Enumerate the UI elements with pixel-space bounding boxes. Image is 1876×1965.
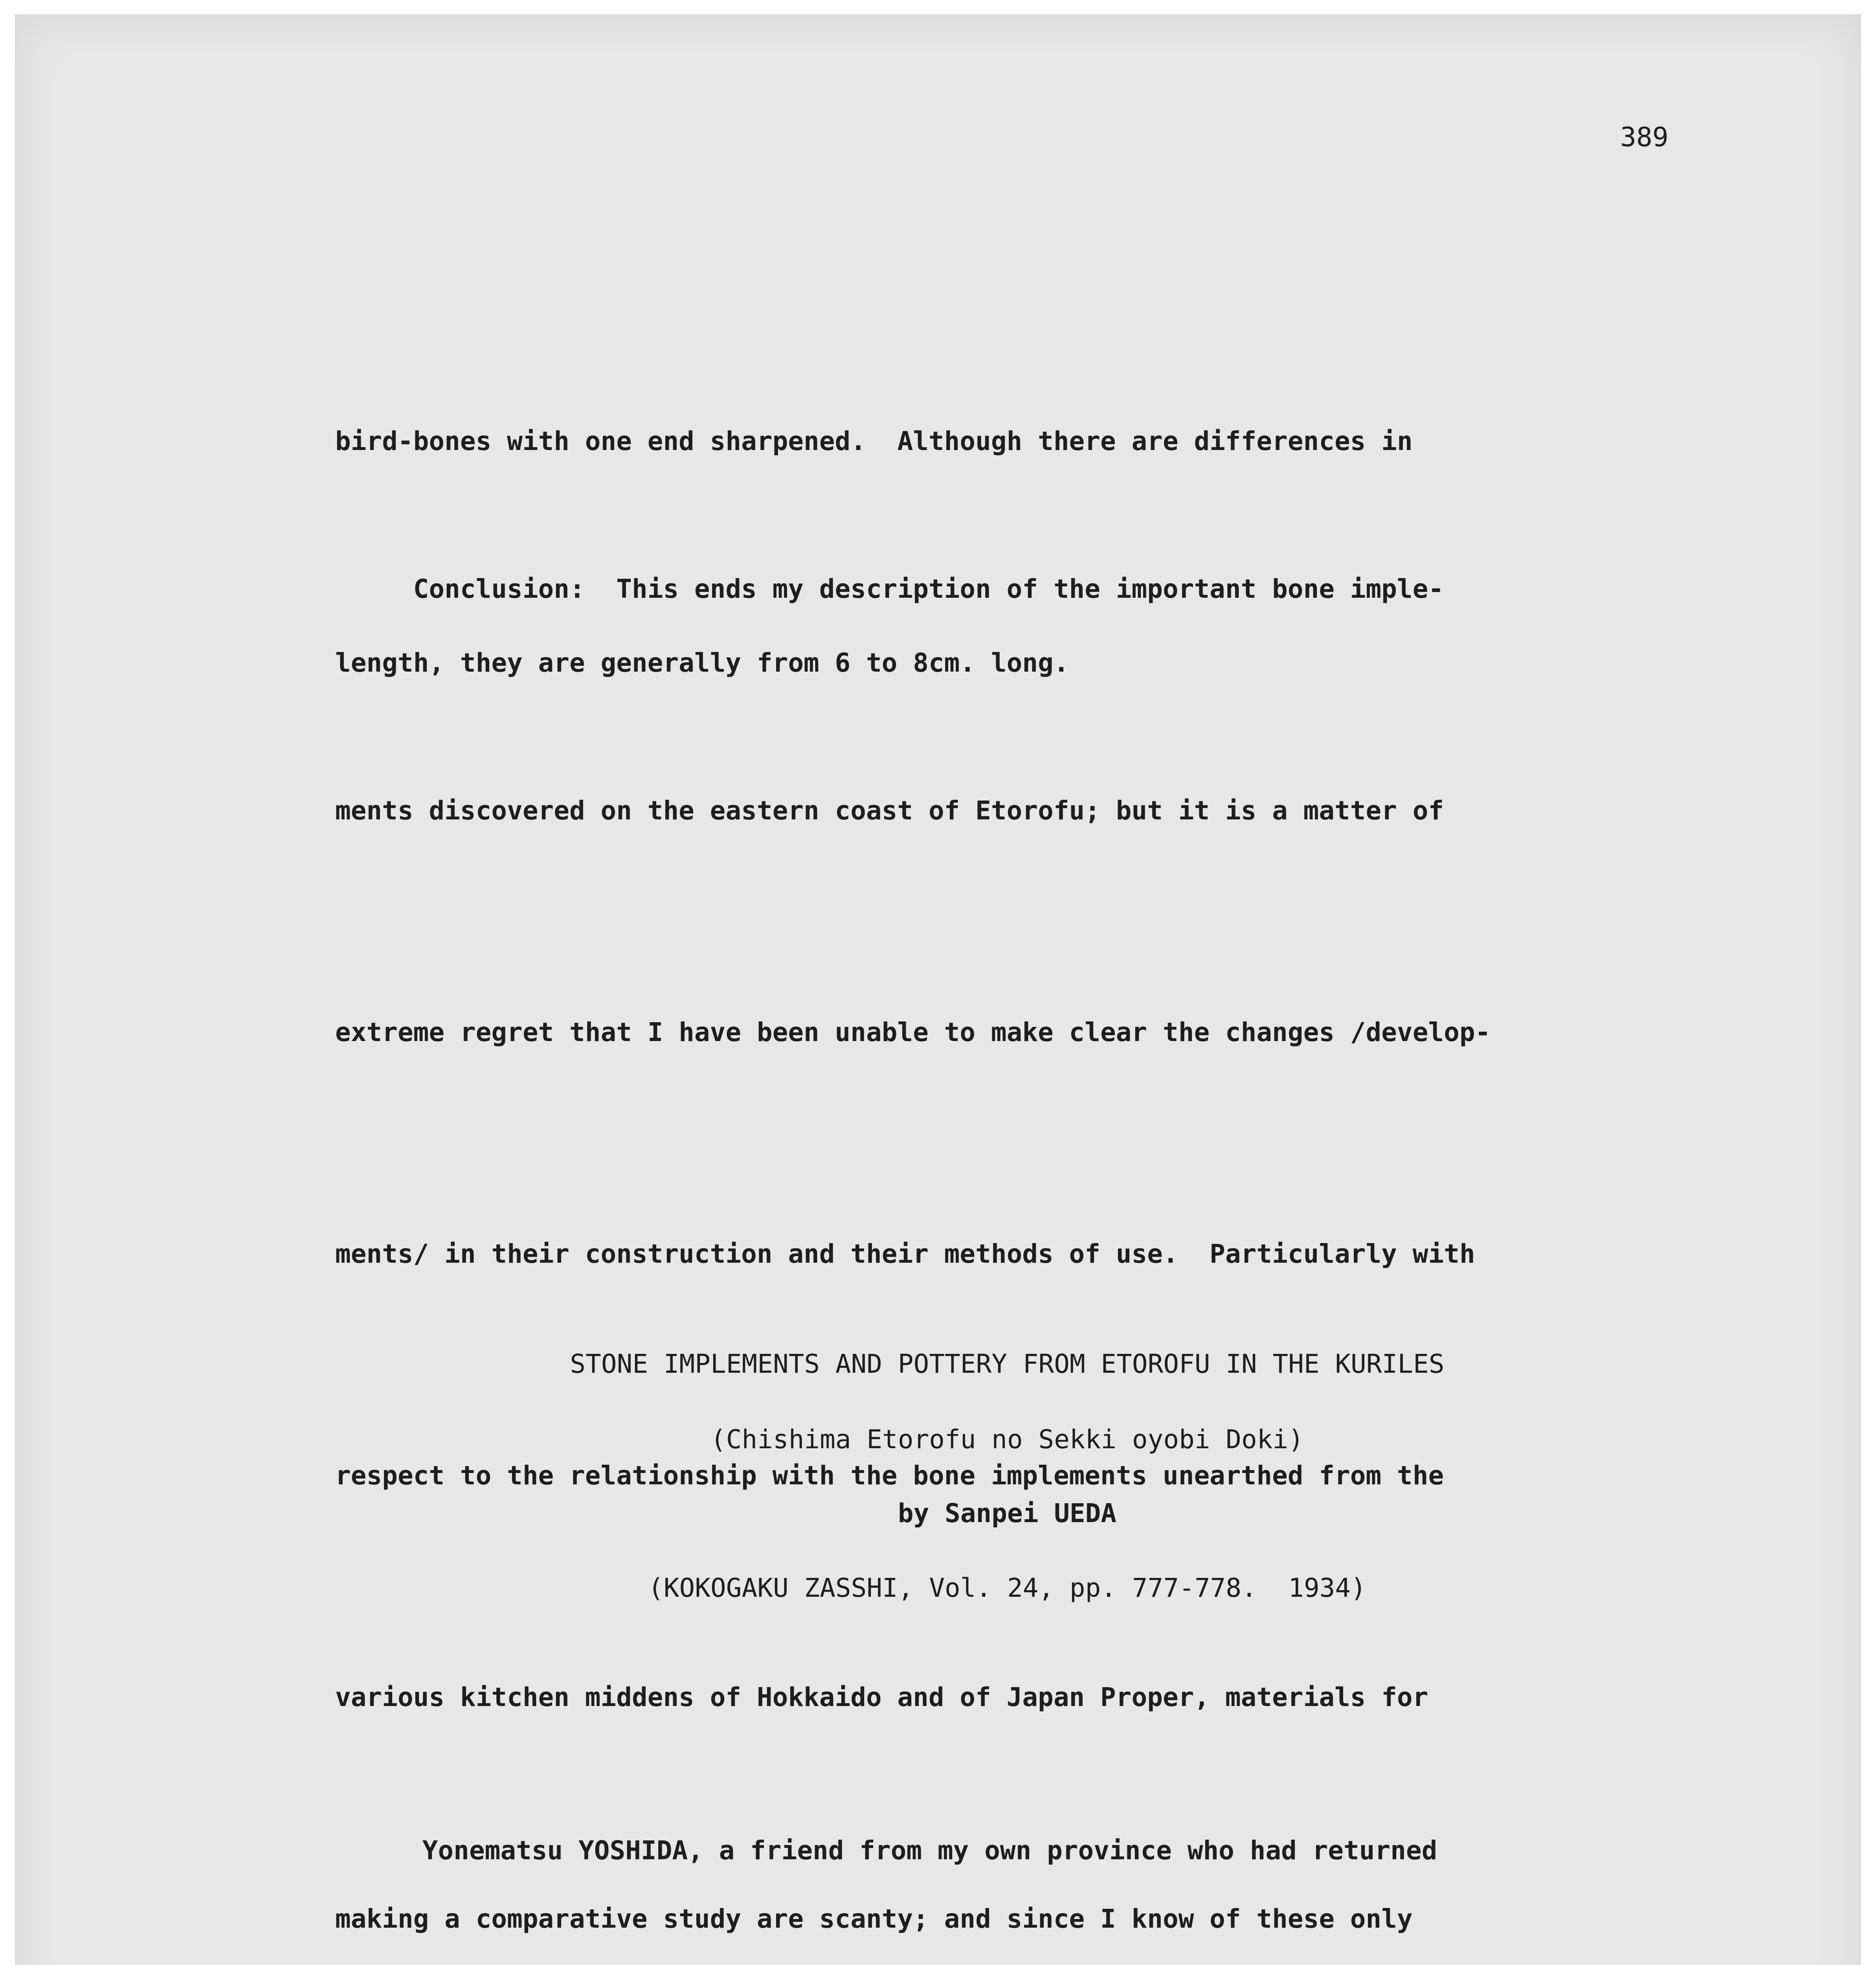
paragraph-yoshida	[344, 1666, 1484, 1965]
text-line: bird-bones with one end sharpened. Although there are differences in	[335, 426, 1413, 456]
text-line: making a comparative study are scanty; and since I know of these only	[335, 1904, 1413, 1934]
text-line: Yonematsu YOSHIDA, a friend from my own province who had returned	[344, 1835, 1437, 1866]
text-line: various kitchen middens of Hokkaido and of Japan Proper, materials for	[335, 1682, 1428, 1712]
text-line: extreme regret that I have been unable to make clear the changes /develop-	[335, 1017, 1491, 1047]
article-author: by Sanpei UEDA	[898, 1498, 1117, 1528]
text-line: ments discovered on the eastern coast of Etorofu; but it is a matter of	[335, 795, 1444, 826]
text-line: ments/ in their construction and their methods of use. Particularly with	[335, 1239, 1475, 1269]
document-page	[15, 14, 1861, 1965]
article-source: (KOKOGAKU ZASSHI, Vol. 24, pp. 777-778. 1934)	[648, 1573, 1366, 1603]
page-number: 389	[1620, 122, 1669, 153]
article-title: STONE IMPLEMENTS AND POTTERY FROM ETOROFU IN THE KURILES	[570, 1349, 1445, 1379]
text-line: respect to the relationship with the bone implements unearthed from the	[335, 1460, 1444, 1491]
text-line: length, they are generally from 6 to 8cm. long.	[335, 648, 1069, 678]
article-japanese-title: (Chishima Etorofu no Sekki oyobi Doki)	[710, 1424, 1304, 1454]
text-line: Conclusion: This ends my description of the important bone imple-	[335, 574, 1444, 604]
